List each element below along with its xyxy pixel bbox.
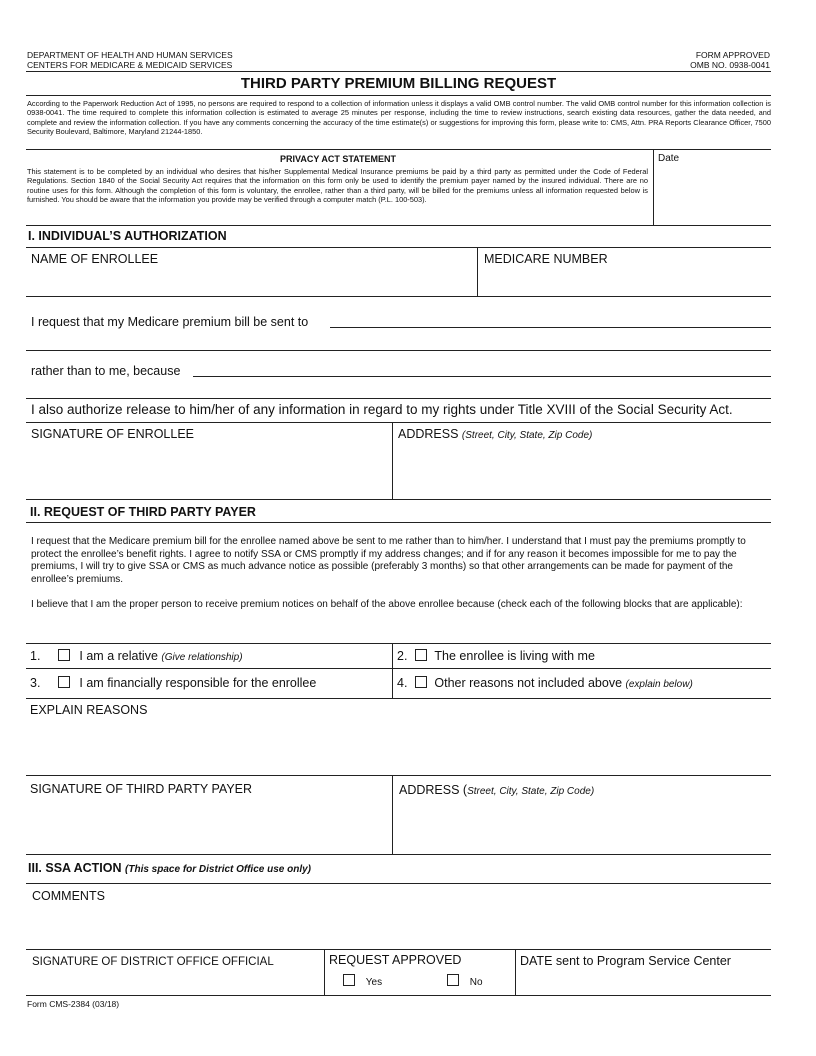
omb-number: OMB NO. 0938-0041 [690, 60, 770, 70]
option-4-label: Other reasons not included above [434, 676, 623, 690]
section2-heading: II. REQUEST OF THIRD PARTY PAYER [30, 505, 256, 519]
option-2-number: 2. [397, 649, 408, 663]
official-signature-label: SIGNATURE OF DISTRICT OFFICE OFFICIAL [32, 956, 274, 968]
relative-checkbox[interactable] [58, 649, 70, 661]
rather-text: rather than to me, because [31, 364, 181, 378]
section3-heading: III. SSA ACTION [28, 861, 122, 875]
other-reasons-checkbox[interactable] [415, 676, 427, 688]
signature-of-enrollee-label: SIGNATURE OF ENROLLEE [31, 427, 194, 441]
signature-of-enrollee-field[interactable] [28, 443, 388, 497]
date-label: Date [658, 153, 680, 164]
section2-paragraph1: I request that the Medicare premium bill for the enrollee named above be sent to me rather than to him/her. I understand that I must pay the premiums promptly to protect the enrollee’s benefit rights. I agree to notify SSA or CMS promptly if my address changes; and if for any reason it becomes impossible for me to pay the premiums, I will try to give SSA or CMS as much advance notice as possible (preferably 3 months) so that other arrangements can be made for payment of the enrollee’s premiums. [31, 536, 746, 585]
enrollee-address-hint: (Street, City, State, Zip Code) [461, 430, 593, 441]
agency-name-line1: DEPARTMENT OF HEALTH AND HUMAN SERVICES [27, 50, 233, 60]
date-sent-field[interactable] [518, 972, 770, 992]
option-4-hint: (explain below) [625, 679, 693, 690]
date-sent-label: DATE sent to Program Service Center [520, 954, 731, 968]
option-4-number: 4. [397, 676, 408, 690]
paperwork-notice: According to the Paperwork Reduction Act of 1995, no persons are required to respond to a collection of information unless it displays a valid OMB control number. The valid OMB control number for this information collection is 0938-0041. The time required to complete this information collection is estimated to average 25 minutes per response, including the time to review instructions, search existing data resources, gather the data needed, and complete and review the information collection. If you have any comments concerning the accuracy of the time estimate(s) or suggestions for improving this form, please write to: CMS, Attn. PRA Reports Clearance Officer, 7500 Security Boulevard, Baltimore, Maryland 21244-1850. [27, 99, 771, 137]
option-1-number: 1. [30, 649, 41, 663]
option-1-hint: (Give relationship) [161, 652, 243, 663]
approved-yes-group [343, 974, 382, 988]
request-text: I request that my Medicare premium bill be sent to [31, 315, 309, 329]
date-field[interactable] [656, 166, 770, 222]
approved-no-label: No [469, 977, 483, 988]
financially-responsible-checkbox[interactable] [58, 676, 70, 688]
living-with-me-checkbox[interactable] [415, 649, 427, 661]
signature-third-party-field[interactable] [28, 798, 388, 850]
official-signature-field[interactable] [28, 972, 320, 992]
name-of-enrollee-label: NAME OF ENROLLEE [31, 252, 159, 266]
agency-name-line2: CENTERS FOR MEDICARE & MEDICAID SERVICES [27, 60, 233, 70]
enrollee-address-label-group [398, 427, 592, 441]
section2-paragraph2: I believe that I am the proper person to receive premium notices on behalf of the above enrollee because (check each of the following blocks that are applicable): [31, 599, 743, 610]
section1-heading: I. INDIVIDUAL’S AUTHORIZATION [28, 229, 227, 243]
form-title: THIRD PARTY PREMIUM BILLING REQUEST [240, 75, 557, 92]
payer-address-hint: Street, City, State, Zip Code) [467, 786, 595, 797]
explain-reasons-label: EXPLAIN REASONS [30, 703, 148, 717]
option-1-label: I am a relative [79, 649, 158, 663]
comments-label: COMMENTS [32, 889, 105, 903]
approved-no-checkbox[interactable] [447, 974, 459, 986]
medicare-number-label: MEDICARE NUMBER [484, 252, 608, 266]
send-to-field[interactable] [330, 327, 771, 328]
approved-yes-checkbox[interactable] [343, 974, 355, 986]
medicare-number-field[interactable] [480, 268, 770, 294]
enrollee-address-field[interactable] [395, 443, 770, 497]
authorize-text: I also authorize release to him/her of any information in regard to my rights under Title XVIII of the Social Security Act. [31, 402, 733, 417]
payer-address-label-group [399, 783, 594, 797]
option-3 [30, 676, 316, 690]
privacy-heading: PRIVACY ACT STATEMENT [279, 154, 396, 164]
explain-reasons-field[interactable] [28, 720, 770, 772]
option-3-number: 3. [30, 676, 41, 690]
privacy-text: This statement is to be completed by an individual who desires that his/her Supplemental Medical Insurance premiums be paid by a third party as permitted under the Code of Federal Regulations. Section 1840 of the Social Security Act requires that the information on this form only be used to identify the premium payer named by the insured individual. There are no routine uses for this form. Although the completion of this form is voluntary, the enrollee, rather than a third party, will be billed for the premiums unless all information requested below is furnished. You should be aware that the information you provide may be verified through a computer match (P.L. 100-503). [27, 167, 648, 204]
name-of-enrollee-field[interactable] [28, 268, 474, 294]
request-approved-label: REQUEST APPROVED [329, 953, 462, 967]
option-4 [397, 676, 693, 690]
option-2-label: The enrollee is living with me [434, 649, 595, 663]
signature-third-party-label: SIGNATURE OF THIRD PARTY PAYER [30, 782, 253, 796]
section3-heading-group [28, 861, 311, 875]
option-1 [30, 649, 243, 663]
payer-address-field[interactable] [395, 800, 770, 852]
section3-heading-hint: (This space for District Office use only) [125, 864, 311, 875]
approved-no-group [447, 974, 483, 988]
comments-field[interactable] [28, 905, 770, 945]
option-2 [397, 649, 595, 663]
approved-yes-label: Yes [365, 977, 383, 988]
option-3-label: I am financially responsible for the enrollee [79, 676, 317, 690]
payer-address-label: ADDRESS ( [399, 783, 468, 797]
form-approved: FORM APPROVED [695, 50, 770, 60]
enrollee-address-label: ADDRESS [398, 427, 459, 441]
form-number: Form CMS-2384 (03/18) [27, 999, 120, 1009]
because-field[interactable] [193, 376, 771, 377]
